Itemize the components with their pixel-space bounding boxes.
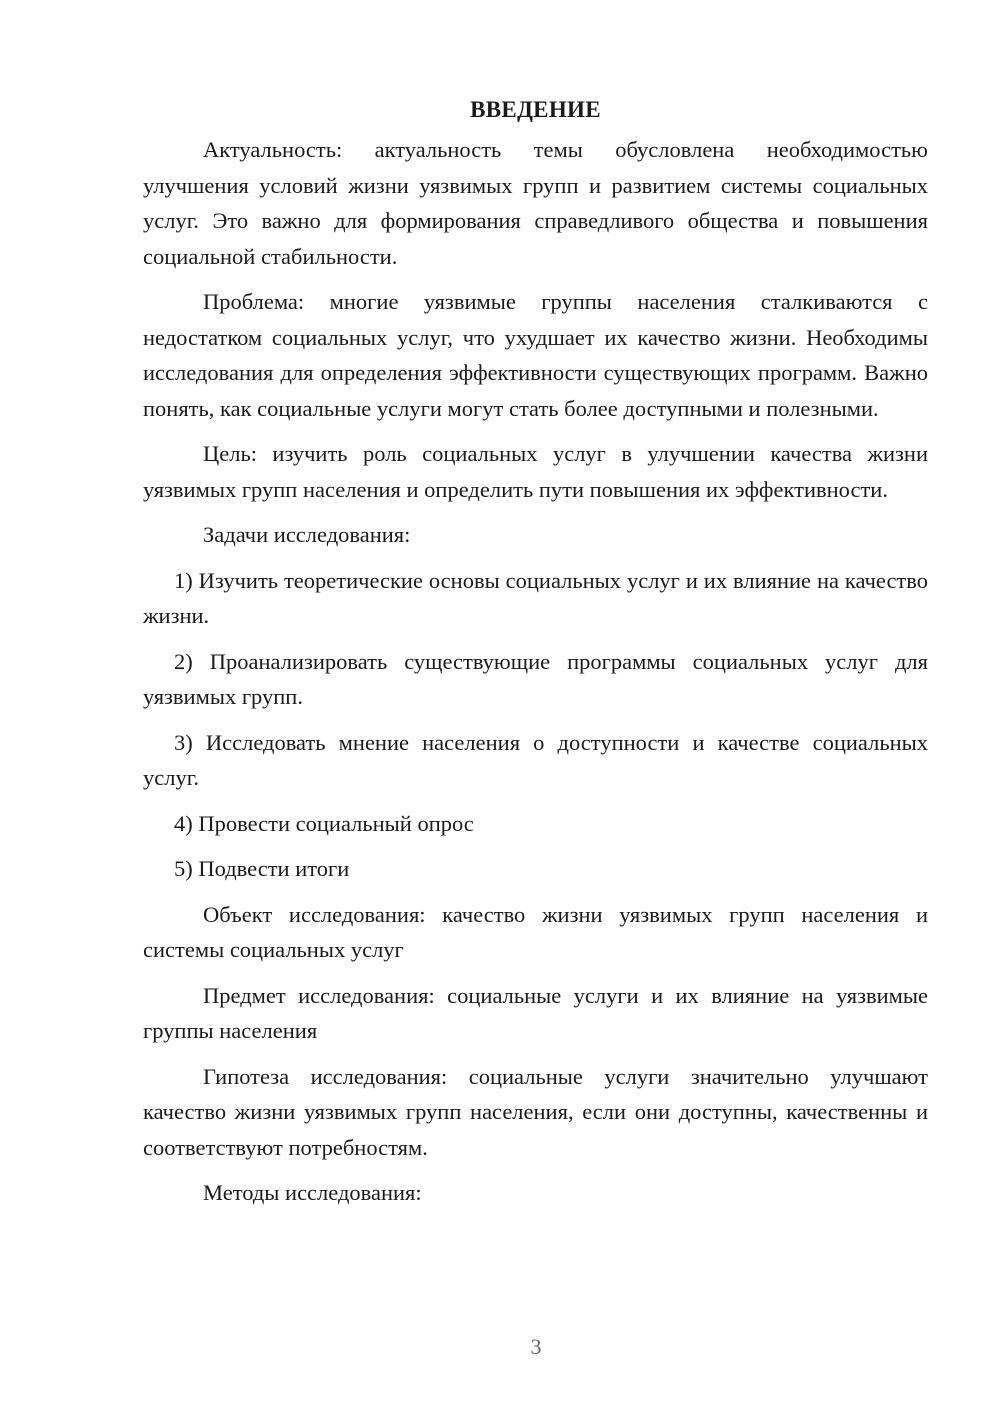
page-number: 3 [530, 1334, 542, 1359]
section-heading: ВВЕДЕНИЕ [470, 97, 601, 122]
paragraph-tasks-heading: Задачи исследования: [203, 522, 411, 547]
list-item-task-1: 1) Изучить теоретические основы социальных услуг и их влияние на качество жизни. [143, 567, 928, 628]
paragraph-subject: Предмет исследования: социальные услуги и их влияние на уязвимые группы населения [143, 982, 928, 1043]
paragraph-problem: Проблема: многие уязвимые группы населения сталкиваются с недостатком социальных услуг, что ухудшает их качество жизни. Необходимы исследования для определения эффективности существующих программ. Важно понять, как социальные услуги могут стать более доступными и полезными. [143, 289, 928, 421]
list-item-task-5: 5) Подвести итоги [174, 856, 350, 881]
paragraph-relevance: Актуальность: актуальность темы обусловлена необходимостью улучшения условий жизни уязвимых групп и развитием системы социальных услуг. Это важно для формирования справедливого общества и повышения социальной стабильности. [143, 137, 928, 269]
paragraph-goal: Цель: изучить роль социальных услуг в улучшении качества жизни уязвимых групп населения и определить пути повышения их эффективности. [143, 441, 928, 502]
list-item-task-4: 4) Провести социальный опрос [174, 810, 474, 836]
paragraph-methods: Методы исследования: [203, 1180, 422, 1205]
list-item-task-2: 2) Проанализировать существующие программы социальных услуг для уязвимых групп. [143, 648, 928, 709]
paragraph-hypothesis: Гипотеза исследования: социальные услуги значительно улучшают качество жизни уязвимых групп населения, если они доступны, качественны и соответствуют потребностям. [143, 1063, 928, 1160]
paragraph-object: Объект исследования: качество жизни уязвимых групп населения и системы социальных услуг [143, 901, 928, 962]
list-item-task-3: 3) Исследовать мнение населения о доступности и качестве социальных услуг. [143, 729, 928, 790]
document-page [143, 92, 928, 1221]
